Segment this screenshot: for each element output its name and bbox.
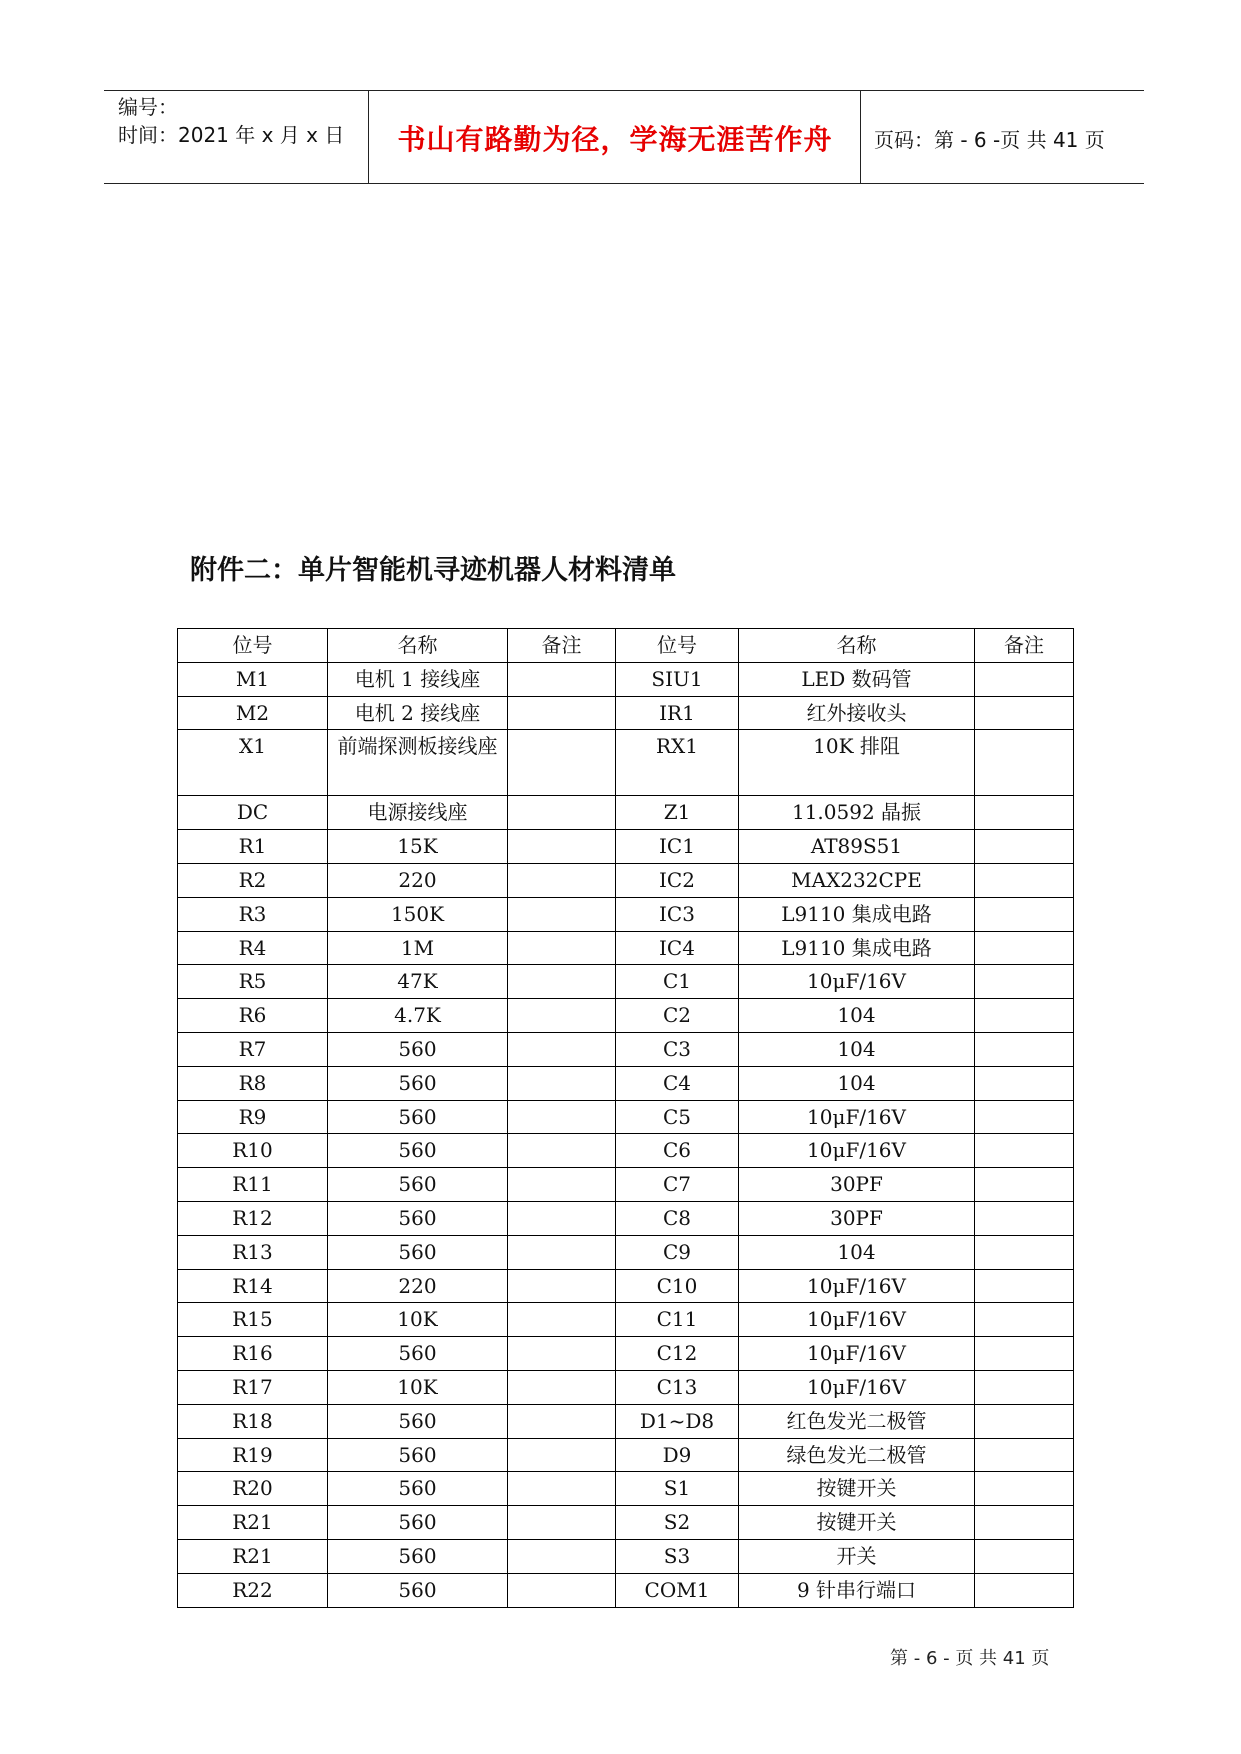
section-title: 附件二：单片智能机寻迹机器人材料清单 xyxy=(190,555,676,586)
table-row xyxy=(178,1404,1074,1438)
table-row xyxy=(178,1201,1074,1235)
header-divider-right xyxy=(860,90,861,184)
table-row xyxy=(178,1303,1074,1337)
table-row xyxy=(178,730,1074,796)
table-cell: 10μF/16V xyxy=(739,1337,975,1371)
table-cell xyxy=(975,1573,1074,1607)
table-row xyxy=(178,1506,1074,1540)
table-cell xyxy=(975,897,1074,931)
table-row xyxy=(178,1539,1074,1573)
table-row xyxy=(178,830,1074,864)
header-divider-left xyxy=(368,90,369,184)
table-cell xyxy=(975,796,1074,830)
table-cell: C6 xyxy=(616,1134,739,1168)
table-cell: 560 xyxy=(328,1337,508,1371)
table-cell xyxy=(508,730,616,796)
table-row xyxy=(178,863,1074,897)
table-cell: 电源接线座 xyxy=(328,796,508,830)
table-cell xyxy=(975,863,1074,897)
table-cell: 104 xyxy=(739,1032,975,1066)
table-cell xyxy=(508,931,616,965)
column-header: 备注 xyxy=(975,629,1074,663)
table-cell: C9 xyxy=(616,1235,739,1269)
table-cell xyxy=(975,1337,1074,1371)
table-cell: IC4 xyxy=(616,931,739,965)
table-cell xyxy=(508,1134,616,1168)
table-cell xyxy=(975,730,1074,796)
table-cell: DC xyxy=(178,796,328,830)
table-row xyxy=(178,931,1074,965)
table-row xyxy=(178,1032,1074,1066)
table-cell xyxy=(508,1201,616,1235)
table-cell: R20 xyxy=(178,1472,328,1506)
table-cell: 560 xyxy=(328,1100,508,1134)
table-cell xyxy=(975,1303,1074,1337)
table-cell: C1 xyxy=(616,965,739,999)
table-cell: S2 xyxy=(616,1506,739,1540)
table-cell: LED 数码管 xyxy=(739,662,975,696)
header-bottom-rule xyxy=(104,183,1144,184)
table-cell: M2 xyxy=(178,696,328,730)
table-cell: R8 xyxy=(178,1066,328,1100)
table-row xyxy=(178,1100,1074,1134)
table-cell xyxy=(975,1201,1074,1235)
table-row xyxy=(178,1134,1074,1168)
table-cell: 560 xyxy=(328,1235,508,1269)
table-cell xyxy=(508,1303,616,1337)
table-cell xyxy=(975,1370,1074,1404)
table-cell: C11 xyxy=(616,1303,739,1337)
header-motto: 书山有路勤为径，学海无涯苦作舟 xyxy=(397,123,833,156)
table-cell: COM1 xyxy=(616,1573,739,1607)
table-cell: 绿色发光二极管 xyxy=(739,1438,975,1472)
table-cell: M1 xyxy=(178,662,328,696)
table-cell xyxy=(975,662,1074,696)
materials-table xyxy=(177,628,1074,1608)
table-cell xyxy=(975,1134,1074,1168)
table-cell: R10 xyxy=(178,1134,328,1168)
table-cell: X1 xyxy=(178,730,328,796)
table-cell xyxy=(508,1066,616,1100)
table-cell: 10K xyxy=(328,1303,508,1337)
table-cell: 按键开关 xyxy=(739,1472,975,1506)
table-cell: 10μF/16V xyxy=(739,1303,975,1337)
table-row xyxy=(178,1337,1074,1371)
table-cell xyxy=(975,931,1074,965)
table-row xyxy=(178,897,1074,931)
table-cell: R1 xyxy=(178,830,328,864)
table-cell xyxy=(508,1269,616,1303)
materials-table-body xyxy=(178,662,1074,1607)
table-cell: 30PF xyxy=(739,1168,975,1202)
table-cell: 560 xyxy=(328,1573,508,1607)
table-cell: C2 xyxy=(616,999,739,1033)
table-cell: D1~D8 xyxy=(616,1404,739,1438)
table-cell: IC3 xyxy=(616,897,739,931)
table-cell xyxy=(975,1066,1074,1100)
table-cell: 150K xyxy=(328,897,508,931)
table-cell xyxy=(975,1269,1074,1303)
table-cell: 10μF/16V xyxy=(739,965,975,999)
table-cell xyxy=(508,1337,616,1371)
table-cell xyxy=(508,1506,616,1540)
table-cell: R14 xyxy=(178,1269,328,1303)
table-cell: R11 xyxy=(178,1168,328,1202)
table-cell: 红外接收头 xyxy=(739,696,975,730)
table-cell: R12 xyxy=(178,1201,328,1235)
table-cell: 560 xyxy=(328,1066,508,1100)
table-row xyxy=(178,1370,1074,1404)
table-cell xyxy=(508,696,616,730)
table-cell xyxy=(975,696,1074,730)
table-cell xyxy=(508,1235,616,1269)
table-cell xyxy=(508,965,616,999)
table-cell: L9110 集成电路 xyxy=(739,897,975,931)
table-cell: R9 xyxy=(178,1100,328,1134)
table-cell: R17 xyxy=(178,1370,328,1404)
table-cell xyxy=(508,999,616,1033)
table-cell: C13 xyxy=(616,1370,739,1404)
table-cell: 47K xyxy=(328,965,508,999)
table-cell: 560 xyxy=(328,1472,508,1506)
table-cell: C12 xyxy=(616,1337,739,1371)
table-cell: 104 xyxy=(739,999,975,1033)
table-cell xyxy=(975,1539,1074,1573)
table-row xyxy=(178,1235,1074,1269)
table-cell xyxy=(508,863,616,897)
table-cell: AT89S51 xyxy=(739,830,975,864)
table-row xyxy=(178,696,1074,730)
table-cell: 220 xyxy=(328,1269,508,1303)
table-cell xyxy=(508,1438,616,1472)
table-row xyxy=(178,965,1074,999)
table-cell: R15 xyxy=(178,1303,328,1337)
table-cell: Z1 xyxy=(616,796,739,830)
table-cell xyxy=(508,1539,616,1573)
table-cell: R13 xyxy=(178,1235,328,1269)
table-cell: S1 xyxy=(616,1472,739,1506)
table-cell xyxy=(508,1168,616,1202)
table-cell xyxy=(975,1438,1074,1472)
table-cell: 560 xyxy=(328,1201,508,1235)
table-cell: R18 xyxy=(178,1404,328,1438)
table-cell: C5 xyxy=(616,1100,739,1134)
table-row xyxy=(178,1269,1074,1303)
column-header: 名称 xyxy=(739,629,975,663)
table-cell: 9 针串行端口 xyxy=(739,1573,975,1607)
table-cell: 电机 2 接线座 xyxy=(328,696,508,730)
page-footer: 第 - 6 - 页 共 41 页 xyxy=(890,1648,1050,1669)
table-cell xyxy=(508,1472,616,1506)
table-cell: IC2 xyxy=(616,863,739,897)
table-cell: R6 xyxy=(178,999,328,1033)
table-cell xyxy=(508,662,616,696)
table-cell xyxy=(975,999,1074,1033)
table-cell xyxy=(975,1472,1074,1506)
table-cell: 10μF/16V xyxy=(739,1370,975,1404)
table-cell xyxy=(508,1573,616,1607)
table-cell xyxy=(975,965,1074,999)
table-header-row xyxy=(178,629,1074,663)
table-cell: SIU1 xyxy=(616,662,739,696)
table-cell: R16 xyxy=(178,1337,328,1371)
table-cell xyxy=(975,1100,1074,1134)
table-cell: 560 xyxy=(328,1539,508,1573)
table-cell: R2 xyxy=(178,863,328,897)
table-row xyxy=(178,662,1074,696)
table-cell: 10μF/16V xyxy=(739,1269,975,1303)
table-cell: C7 xyxy=(616,1168,739,1202)
table-cell: 104 xyxy=(739,1235,975,1269)
table-cell: C4 xyxy=(616,1066,739,1100)
column-header: 备注 xyxy=(508,629,616,663)
table-cell: 10μF/16V xyxy=(739,1134,975,1168)
table-cell: 4.7K xyxy=(328,999,508,1033)
column-header: 位号 xyxy=(616,629,739,663)
table-cell xyxy=(975,830,1074,864)
table-cell: 10μF/16V xyxy=(739,1100,975,1134)
table-cell xyxy=(975,1235,1074,1269)
table-cell: R22 xyxy=(178,1573,328,1607)
table-cell: 10K 排阻 xyxy=(739,730,975,796)
table-cell: 560 xyxy=(328,1438,508,1472)
table-cell: D9 xyxy=(616,1438,739,1472)
table-cell xyxy=(975,1404,1074,1438)
table-cell: 560 xyxy=(328,1134,508,1168)
table-cell: 560 xyxy=(328,1168,508,1202)
table-cell: IR1 xyxy=(616,696,739,730)
table-cell: S3 xyxy=(616,1539,739,1573)
table-cell xyxy=(975,1032,1074,1066)
table-cell xyxy=(508,1404,616,1438)
table-cell: 开关 xyxy=(739,1539,975,1573)
table-cell: R21 xyxy=(178,1506,328,1540)
table-cell: 红色发光二极管 xyxy=(739,1404,975,1438)
table-row xyxy=(178,1066,1074,1100)
column-header: 名称 xyxy=(328,629,508,663)
table-cell: R7 xyxy=(178,1032,328,1066)
table-cell: 30PF xyxy=(739,1201,975,1235)
table-cell: 电机 1 接线座 xyxy=(328,662,508,696)
table-cell xyxy=(975,1506,1074,1540)
table-cell: R4 xyxy=(178,931,328,965)
header-top-rule xyxy=(104,90,1144,91)
table-cell: C8 xyxy=(616,1201,739,1235)
column-header: 位号 xyxy=(178,629,328,663)
table-row xyxy=(178,1168,1074,1202)
table-row xyxy=(178,1472,1074,1506)
table-cell: C10 xyxy=(616,1269,739,1303)
table-cell: R19 xyxy=(178,1438,328,1472)
table-cell: 10K xyxy=(328,1370,508,1404)
table-row xyxy=(178,1438,1074,1472)
table-row xyxy=(178,1573,1074,1607)
table-cell: R5 xyxy=(178,965,328,999)
table-row xyxy=(178,796,1074,830)
table-cell: 15K xyxy=(328,830,508,864)
table-cell: 11.0592 晶振 xyxy=(739,796,975,830)
table-cell xyxy=(508,796,616,830)
table-cell: 按键开关 xyxy=(739,1506,975,1540)
table-cell: R3 xyxy=(178,897,328,931)
table-cell: 560 xyxy=(328,1506,508,1540)
table-cell xyxy=(508,1100,616,1134)
table-cell: 前端探测板接线座 xyxy=(328,730,508,796)
table-cell xyxy=(508,1032,616,1066)
document-number-label: 编号： xyxy=(118,95,178,119)
table-cell: 220 xyxy=(328,863,508,897)
table-cell: L9110 集成电路 xyxy=(739,931,975,965)
table-cell xyxy=(508,897,616,931)
header-page-info: 页码：第 - 6 -页 共 41 页 xyxy=(874,128,1105,152)
table-cell: RX1 xyxy=(616,730,739,796)
table-cell: 560 xyxy=(328,1032,508,1066)
table-cell: 560 xyxy=(328,1404,508,1438)
table-cell: 104 xyxy=(739,1066,975,1100)
table-cell xyxy=(508,830,616,864)
table-cell: R21 xyxy=(178,1539,328,1573)
table-row xyxy=(178,999,1074,1033)
document-time-label: 时间：2021 年 x 月 x 日 xyxy=(118,123,345,147)
table-cell xyxy=(508,1370,616,1404)
table-cell: 1M xyxy=(328,931,508,965)
table-cell: IC1 xyxy=(616,830,739,864)
table-cell: MAX232CPE xyxy=(739,863,975,897)
header-meta xyxy=(118,93,344,149)
table-cell: C3 xyxy=(616,1032,739,1066)
table-cell xyxy=(975,1168,1074,1202)
